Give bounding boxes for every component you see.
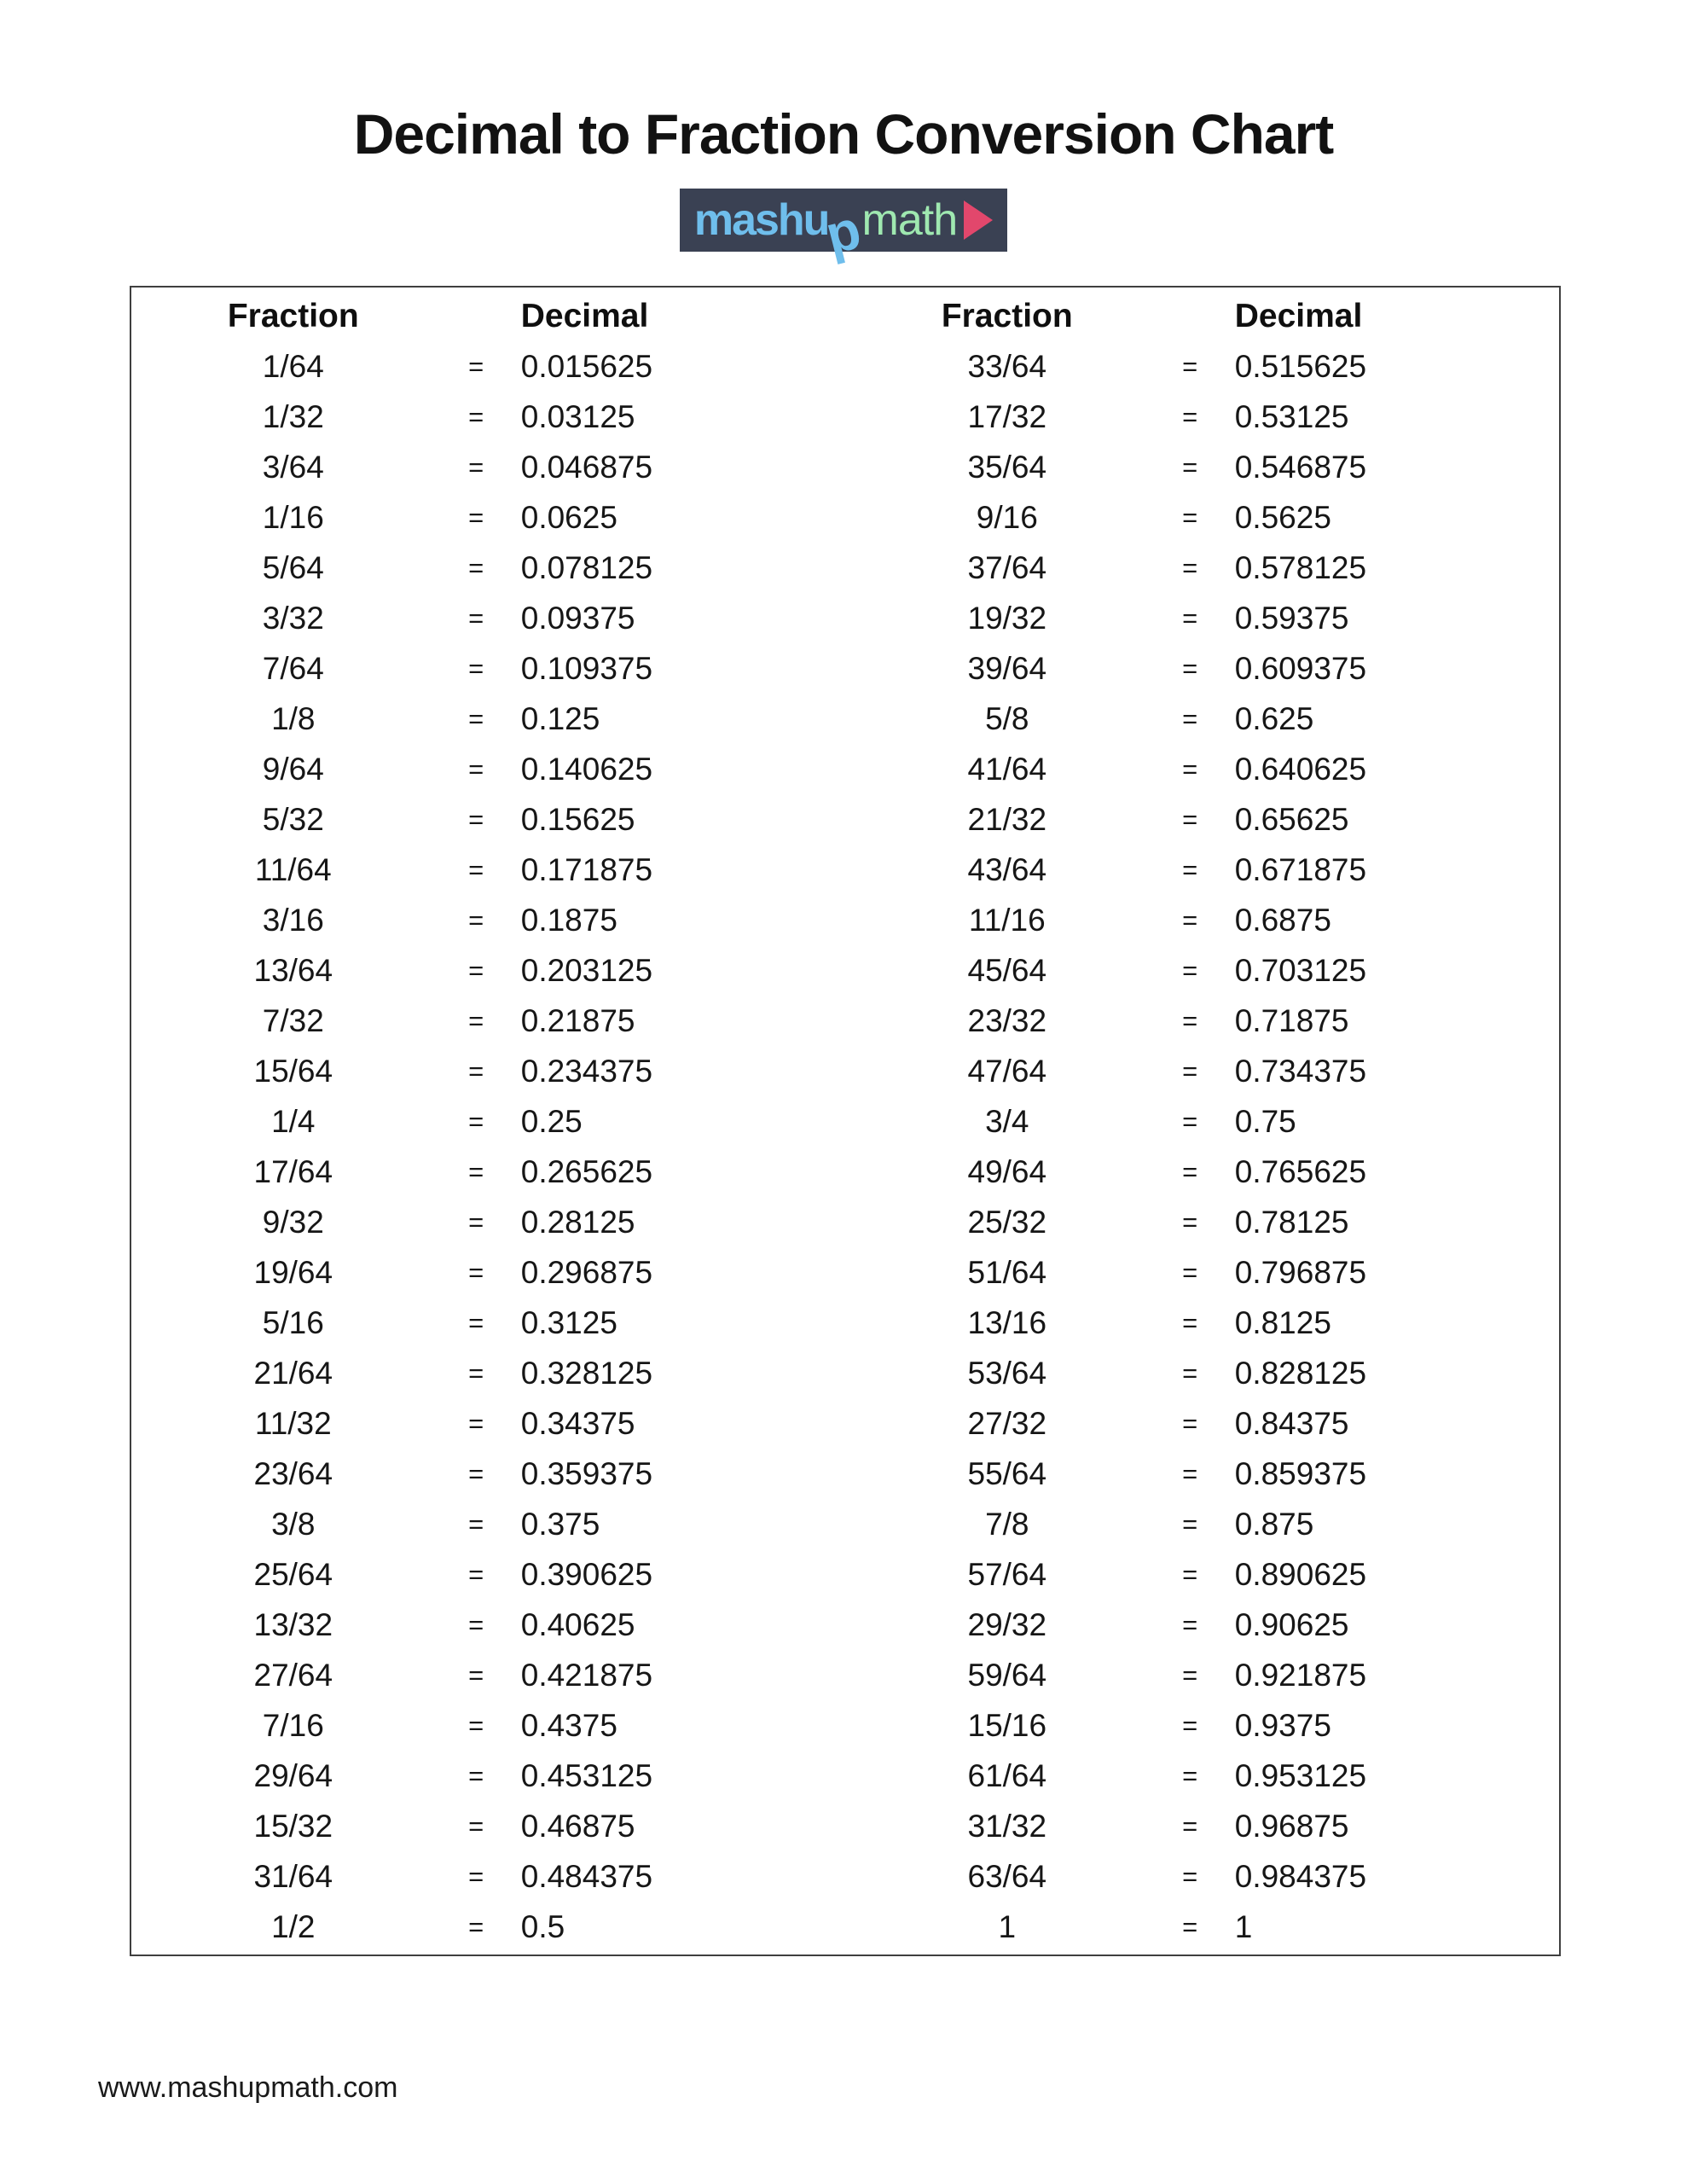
fraction-column-header: Fraction [941,297,1073,334]
table-row [869,543,1559,593]
equals-sign: = [468,955,484,985]
fraction-value: 61/64 [967,1758,1047,1794]
fraction-value: 1 [998,1909,1017,1945]
equals-sign: = [468,703,484,734]
table-row [869,1902,1559,1953]
decimal-value: 0.515625 [1234,348,1367,384]
equals-sign: = [1182,1459,1198,1490]
fraction-value: 21/64 [253,1356,333,1391]
decimal-value: 0.28125 [520,1205,635,1240]
decimal-value: 0.71875 [1234,1002,1349,1038]
fraction-value: 27/64 [253,1658,333,1693]
logo-text-math: math [861,195,958,245]
table-row [869,1046,1559,1096]
table-row [155,1902,845,1953]
fraction-value: 13/16 [967,1305,1047,1341]
equals-sign: = [468,602,484,633]
equals-sign: = [468,1610,484,1641]
equals-sign: = [468,753,484,784]
decimal-value: 0.734375 [1234,1053,1367,1089]
fraction-value: 1/2 [271,1909,316,1945]
equals-sign: = [468,904,484,935]
decimal-value: 0.359375 [520,1456,653,1492]
equals-sign: = [468,1005,484,1036]
table-row [155,1600,845,1651]
fraction-value: 9/32 [262,1205,324,1240]
fraction-value: 53/64 [967,1356,1047,1391]
decimal-value: 0.140625 [520,751,653,787]
equals-sign: = [1182,1711,1198,1741]
table-row [155,1248,845,1298]
fraction-value: 1/64 [262,348,324,384]
equals-sign: = [468,1055,484,1086]
table-row [869,1399,1559,1449]
fraction-value: 3/16 [262,902,324,938]
equals-sign: = [1182,1560,1198,1590]
fraction-value: 47/64 [967,1053,1047,1089]
decimal-value: 0.328125 [520,1356,653,1391]
page-title: Decimal to Fraction Conversion Chart [353,102,1334,166]
decimal-value: 0.203125 [520,952,653,988]
fraction-value: 11/64 [254,851,332,887]
equals-sign: = [468,1207,484,1238]
equals-sign: = [468,1811,484,1842]
fraction-value: 5/16 [262,1305,324,1341]
table-row [155,1096,845,1147]
table-row [869,895,1559,945]
table-row [869,1550,1559,1600]
table-row [155,845,845,895]
equals-sign: = [1182,1862,1198,1892]
decimal-value: 0.609375 [1234,650,1367,686]
fraction-value: 63/64 [967,1859,1047,1895]
decimal-value: 0.65625 [1234,801,1349,837]
decimal-value: 0.6875 [1234,902,1331,938]
table-row [869,1802,1559,1852]
fraction-value: 15/32 [253,1809,333,1844]
decimal-value: 0.859375 [1234,1456,1367,1492]
table-row [155,543,845,593]
equals-sign: = [1182,502,1198,532]
table-row [155,1399,845,1449]
fraction-value: 5/64 [262,549,324,585]
table-row [155,744,845,794]
footer-url: www.mashupmath.com [98,2071,398,2104]
decimal-value: 0.484375 [520,1859,653,1895]
decimal-value: 0.1875 [520,902,617,938]
fraction-value: 17/32 [967,398,1047,434]
fraction-value: 1/4 [271,1103,316,1139]
equals-sign: = [1182,1811,1198,1842]
table-row [869,794,1559,845]
fraction-value: 23/64 [253,1456,333,1492]
table-row [869,593,1559,643]
fraction-value: 59/64 [967,1658,1047,1693]
decimal-value: 0.5625 [1234,499,1331,535]
equals-sign: = [468,552,484,583]
equals-sign: = [1182,1912,1198,1943]
table-row [869,744,1559,794]
equals-sign: = [468,351,484,381]
decimal-value: 0.296875 [520,1255,653,1291]
fraction-value: 27/32 [967,1406,1047,1442]
fraction-value: 31/64 [253,1859,333,1895]
table-row [869,1852,1559,1902]
fraction-value: 25/32 [967,1205,1047,1240]
decimal-value: 0.421875 [520,1658,653,1693]
fraction-value: 1/32 [262,398,324,434]
table-row [155,1651,845,1701]
decimal-value: 0.375 [520,1507,600,1542]
table-row [155,1500,845,1550]
equals-sign: = [1182,1660,1198,1691]
fraction-value: 33/64 [967,348,1047,384]
fraction-value: 31/32 [967,1809,1047,1844]
equals-sign: = [468,502,484,532]
table-row [155,341,845,392]
decimal-value: 0.78125 [1234,1205,1349,1240]
fraction-value: 57/64 [967,1557,1047,1593]
table-right-half [845,288,1559,1955]
table-row [155,1802,845,1852]
fraction-value: 21/32 [967,801,1047,837]
decimal-column-header: Decimal [1234,297,1363,334]
fraction-value: 29/64 [253,1758,333,1794]
equals-sign: = [1182,904,1198,935]
decimal-value: 0.875 [1234,1507,1314,1542]
decimal-value: 0.40625 [520,1607,635,1643]
decimal-value: 0.3125 [520,1305,617,1341]
fraction-value: 23/32 [967,1002,1047,1038]
fraction-value: 55/64 [967,1456,1047,1492]
equals-sign: = [1182,1358,1198,1389]
table-row [869,1701,1559,1751]
fraction-value: 3/8 [271,1507,316,1542]
equals-sign: = [468,1509,484,1540]
decimal-value: 0.578125 [1234,549,1367,585]
table-row [869,442,1559,492]
equals-sign: = [1182,351,1198,381]
fraction-value: 19/64 [253,1255,333,1291]
fraction-value: 3/64 [262,449,324,485]
decimal-value: 0.9375 [1234,1708,1331,1744]
table-row [869,945,1559,996]
equals-sign: = [1182,602,1198,633]
table-row [869,996,1559,1046]
equals-sign: = [468,1308,484,1339]
decimal-value: 0.5 [520,1909,565,1945]
table-row [869,1198,1559,1248]
decimal-value: 0.921875 [1234,1658,1367,1693]
decimal-value: 0.15625 [520,801,635,837]
table-row [155,895,845,945]
decimal-value: 0.671875 [1234,851,1367,887]
fraction-value: 9/64 [262,751,324,787]
equals-sign: = [1182,451,1198,482]
decimal-value: 0.453125 [520,1758,653,1794]
fraction-value: 13/64 [253,952,333,988]
fraction-value: 7/32 [262,1002,324,1038]
table-row [869,694,1559,744]
table-row [155,1852,845,1902]
decimal-value: 0.765625 [1234,1154,1367,1190]
fraction-value: 7/16 [262,1708,324,1744]
decimal-value: 0.4375 [520,1708,617,1744]
conversion-table [130,286,1561,1956]
play-triangle-icon [964,200,993,240]
table-row [869,1500,1559,1550]
mashupmath-logo [680,189,1007,266]
fraction-value: 5/8 [985,700,1029,736]
decimal-value: 0.796875 [1234,1255,1367,1291]
decimal-value: 0.34375 [520,1406,635,1442]
decimal-value: 0.84375 [1234,1406,1349,1442]
equals-sign: = [1182,1761,1198,1792]
fraction-value: 43/64 [967,851,1047,887]
equals-sign: = [1182,1207,1198,1238]
table-row [155,1147,845,1198]
decimal-value: 0.890625 [1234,1557,1367,1593]
table-row [155,1198,845,1248]
equals-sign: = [1182,1610,1198,1641]
table-row [155,1751,845,1802]
decimal-value: 0.59375 [1234,600,1349,636]
equals-sign: = [468,1560,484,1590]
equals-sign: = [1182,753,1198,784]
fraction-value: 39/64 [967,650,1047,686]
equals-sign: = [468,1862,484,1892]
decimal-value: 0.75 [1234,1103,1296,1139]
equals-sign: = [1182,804,1198,834]
equals-sign: = [1182,854,1198,885]
fraction-value: 7/8 [985,1507,1029,1542]
equals-sign: = [468,1258,484,1288]
equals-sign: = [468,451,484,482]
table-row [155,1349,845,1399]
fraction-value: 41/64 [967,751,1047,787]
decimal-value: 0.21875 [520,1002,635,1038]
equals-sign: = [468,1761,484,1792]
equals-sign: = [468,804,484,834]
table-row [869,845,1559,895]
table-row [869,1651,1559,1701]
decimal-value: 0.8125 [1234,1305,1331,1341]
equals-sign: = [468,1912,484,1943]
equals-sign: = [1182,653,1198,683]
table-row [155,1701,845,1751]
decimal-value: 0.25 [520,1103,583,1139]
decimal-value: 0.625 [1234,700,1314,736]
fraction-value: 1/8 [271,700,316,736]
decimal-value: 0.640625 [1234,751,1367,787]
table-row [155,643,845,694]
fraction-value: 19/32 [967,600,1047,636]
fraction-value: 3/4 [985,1103,1029,1139]
equals-sign: = [1182,1509,1198,1540]
table-row [869,643,1559,694]
table-row [869,1751,1559,1802]
table-row [155,694,845,744]
fraction-value: 11/32 [254,1406,332,1442]
decimal-value: 0.046875 [520,449,653,485]
decimal-value: 1 [1234,1909,1253,1945]
table-row [869,392,1559,442]
table-row [155,996,845,1046]
table-row [155,945,845,996]
decimal-value: 0.109375 [520,650,653,686]
decimal-value: 0.078125 [520,549,653,585]
table-row [869,1147,1559,1198]
fraction-value: 25/64 [253,1557,333,1593]
decimal-value: 0.171875 [520,851,653,887]
fraction-value: 5/32 [262,801,324,837]
equals-sign: = [1182,552,1198,583]
decimal-value: 0.015625 [520,348,653,384]
table-row [155,492,845,543]
table-row [155,1046,845,1096]
fraction-value: 15/64 [253,1053,333,1089]
table-row [155,1550,845,1600]
fraction-value: 7/64 [262,650,324,686]
equals-sign: = [468,1711,484,1741]
fraction-value: 3/32 [262,600,324,636]
decimal-value: 0.265625 [520,1154,653,1190]
table-row [155,794,845,845]
equals-sign: = [468,1106,484,1136]
decimal-value: 0.828125 [1234,1356,1367,1391]
fraction-value: 15/16 [967,1708,1047,1744]
equals-sign: = [468,1358,484,1389]
decimal-value: 0.953125 [1234,1758,1367,1794]
table-left-half [131,288,845,1955]
fraction-value: 9/16 [976,499,1038,535]
decimal-value: 0.09375 [520,600,635,636]
equals-sign: = [468,1459,484,1490]
decimal-value: 0.703125 [1234,952,1367,988]
equals-sign: = [468,653,484,683]
decimal-column-header: Decimal [520,297,649,334]
equals-sign: = [1182,1409,1198,1439]
decimal-value: 0.234375 [520,1053,653,1089]
equals-sign: = [468,854,484,885]
equals-sign: = [1182,955,1198,985]
decimal-value: 0.546875 [1234,449,1367,485]
logo-text-p: p [820,198,867,266]
table-row [869,1600,1559,1651]
fraction-value: 17/64 [253,1154,333,1190]
decimal-value: 0.53125 [1234,398,1349,434]
fraction-column-header: Fraction [227,297,359,334]
fraction-value: 45/64 [967,952,1047,988]
table-row [155,442,845,492]
table-header-row [155,291,845,341]
table-row [869,492,1559,543]
fraction-value: 13/32 [253,1607,333,1643]
table-row [869,341,1559,392]
table-row [155,392,845,442]
fraction-value: 37/64 [967,549,1047,585]
table-row [869,1298,1559,1349]
table-row [155,593,845,643]
table-header-row [869,291,1559,341]
table-row [869,1349,1559,1399]
equals-sign: = [468,1409,484,1439]
fraction-value: 49/64 [967,1154,1047,1190]
fraction-value: 1/16 [262,499,324,535]
fraction-value: 11/16 [968,902,1046,938]
fraction-value: 29/32 [967,1607,1047,1643]
decimal-value: 0.0625 [520,499,617,535]
decimal-value: 0.96875 [1234,1809,1349,1844]
table-row [869,1248,1559,1298]
decimal-value: 0.90625 [1234,1607,1349,1643]
logo-text-mashup: mashu [693,195,829,245]
fraction-value: 51/64 [967,1255,1047,1291]
table-row [155,1298,845,1349]
decimal-value: 0.03125 [520,398,635,434]
decimal-value: 0.390625 [520,1557,653,1593]
equals-sign: = [468,1660,484,1691]
table-row [155,1449,845,1500]
fraction-value: 35/64 [967,449,1047,485]
equals-sign: = [468,401,484,432]
equals-sign: = [1182,1055,1198,1086]
equals-sign: = [1182,1005,1198,1036]
equals-sign: = [1182,1106,1198,1136]
decimal-value: 0.46875 [520,1809,635,1844]
table-row [869,1096,1559,1147]
decimal-value: 0.984375 [1234,1859,1367,1895]
equals-sign: = [1182,703,1198,734]
table-row [869,1449,1559,1500]
equals-sign: = [1182,401,1198,432]
equals-sign: = [1182,1157,1198,1188]
decimal-value: 0.125 [520,700,600,736]
equals-sign: = [468,1157,484,1188]
equals-sign: = [1182,1258,1198,1288]
equals-sign: = [1182,1308,1198,1339]
